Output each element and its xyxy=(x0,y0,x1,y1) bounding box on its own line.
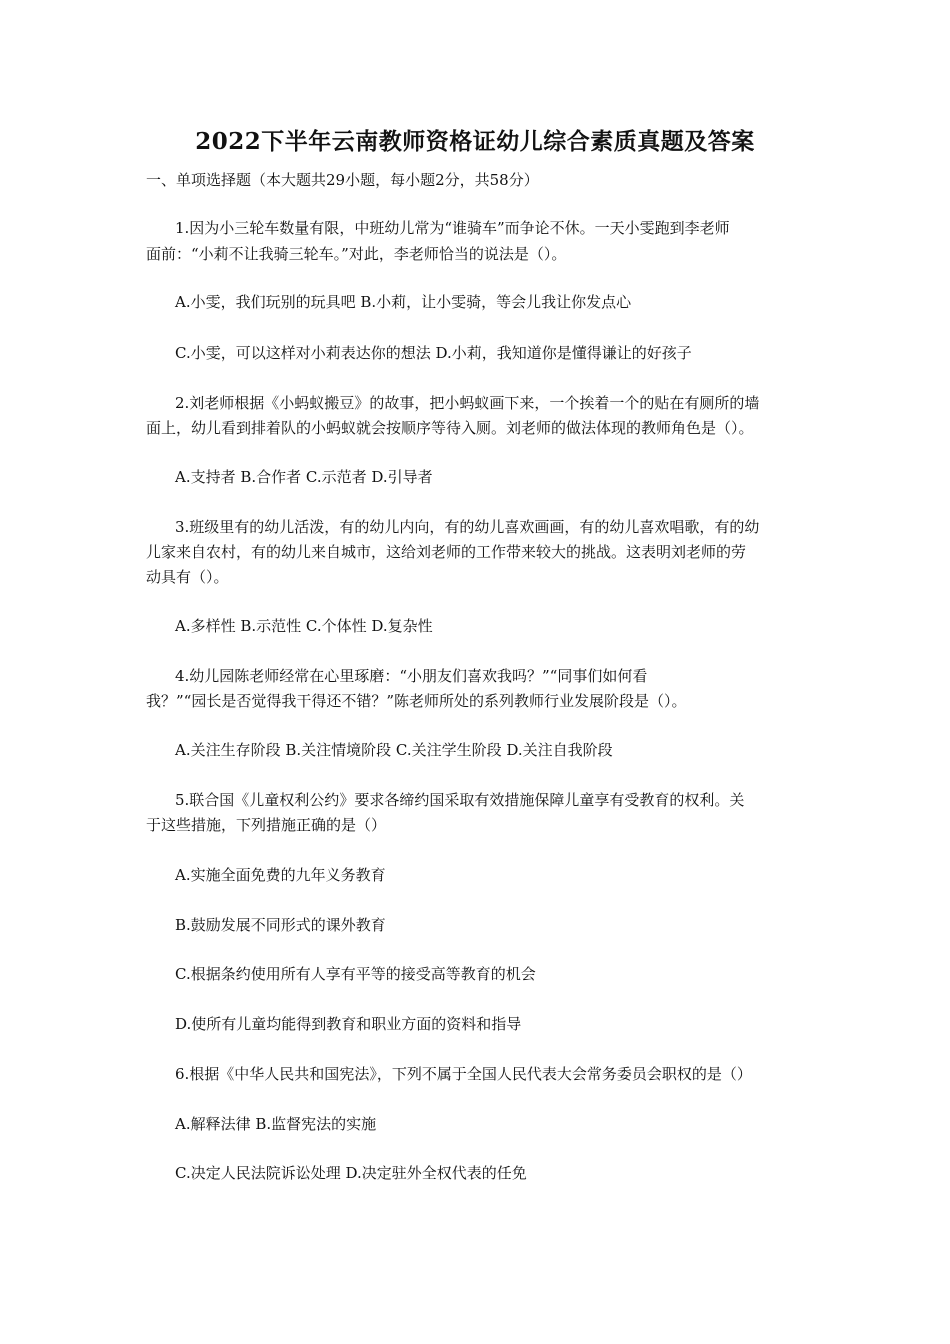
question-4-line-2: 我？”“园长是否觉得我干得还不错？”陈老师所处的系列教师行业发展阶段是（）。 xyxy=(146,692,687,710)
question-6-line-1: 6.根据《中华人民共和国宪法》，下列不属于全国人民代表大会常务委员会职权的是（） xyxy=(175,1065,752,1083)
question-2-line-1: 2.刘老师根据《小蚂蚁搬豆》的故事，把小蚂蚁画下来，一个挨着一个的贴在有厕所的墙 xyxy=(175,394,760,412)
question-1-line-2: 面前：“小莉不让我骑三轮车。”对此，李老师恰当的说法是（）。 xyxy=(146,245,567,263)
question-1-option-line-2: C.小雯，可以这样对小莉表达你的想法 D.小莉，我知道你是懂得谦让的好孩子 xyxy=(175,344,692,362)
question-5-option-b: B.鼓励发展不同形式的课外教育 xyxy=(175,916,386,934)
question-6-option-line-1: A.解释法律 B.监督宪法的实施 xyxy=(175,1115,377,1133)
question-4-options: A.关注生存阶段 B.关注情境阶段 C.关注学生阶段 D.关注自我阶段 xyxy=(175,741,613,759)
question-5-line-2: 于这些措施，下列措施正确的是（） xyxy=(146,816,387,834)
question-5-option-d: D.使所有儿童均能得到教育和职业方面的资料和指导 xyxy=(175,1015,522,1033)
question-5-line-1: 5.联合国《儿童权利公约》要求各缔约国采取有效措施保障儿童享有受教育的权利。关 xyxy=(175,791,745,809)
question-5-option-c: C.根据条约使用所有人享有平等的接受高等教育的机会 xyxy=(175,965,536,983)
question-3-line-1: 3.班级里有的幼儿活泼，有的幼儿内向，有的幼儿喜欢画画，有的幼儿喜欢唱歌，有的幼 xyxy=(175,518,760,536)
question-3-options: A.多样性 B.示范性 C.个体性 D.复杂性 xyxy=(175,617,433,635)
question-1-option-line-1: A.小雯，我们玩别的玩具吧 B.小莉，让小雯骑，等会儿我让你发点心 xyxy=(175,293,632,311)
question-3-line-3: 动具有（）。 xyxy=(146,568,229,586)
question-4-line-1: 4.幼儿园陈老师经常在心里琢磨：“小朋友们喜欢我吗？”“同事们如何看 xyxy=(175,667,648,685)
question-2-line-2: 面上，幼儿看到排着队的小蚂蚁就会按顺序等待入厕。刘老师的做法体现的教师角色是（）。 xyxy=(146,419,754,437)
question-1-line-1: 1.因为小三轮车数量有限，中班幼儿常为“谁骑车”而争论不休。一天小雯跑到李老师 xyxy=(175,219,730,237)
question-2-options: A.支持者 B.合作者 C.示范者 D.引导者 xyxy=(175,468,433,486)
question-3-line-2: 儿家来自农村，有的幼儿来自城市，这给刘老师的工作带来较大的挑战。这表明刘老师的劳 xyxy=(146,543,747,561)
question-6-option-line-2: C.决定人民法院诉讼处理 D.决定驻外全权代表的任免 xyxy=(175,1164,527,1182)
document-title: 2022下半年云南教师资格证幼儿综合素质真题及答案 xyxy=(195,128,755,155)
question-5-option-a: A.实施全面免费的九年义务教育 xyxy=(175,866,386,884)
section-heading: 一、单项选择题（本大题共29小题，每小题2分，共58分） xyxy=(146,171,539,189)
